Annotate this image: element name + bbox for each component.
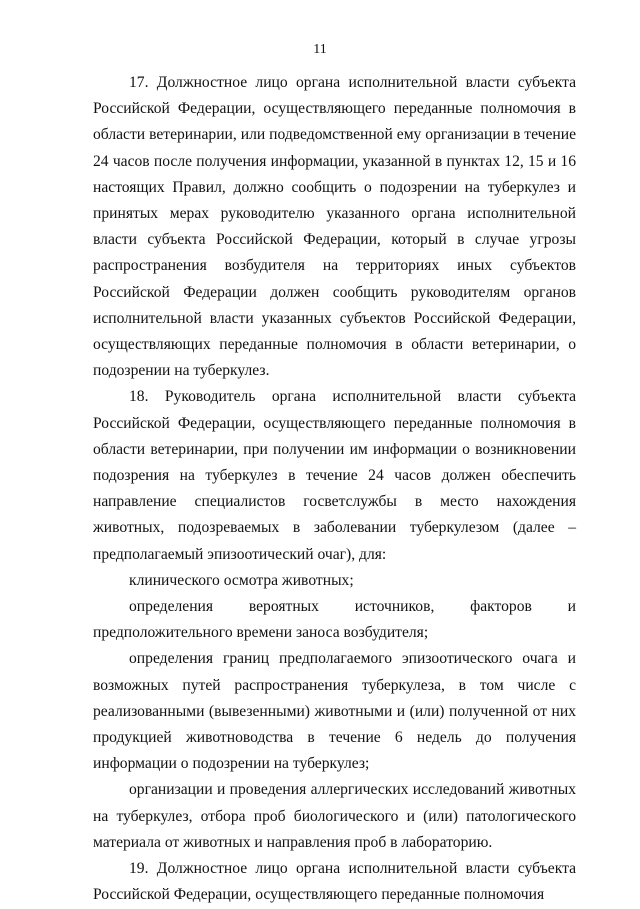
page-number: 11 xyxy=(313,42,327,57)
list-item-sources: определения вероятных источников, факторов и предположительного времени заноса возбудителя; xyxy=(93,598,576,642)
list-item-clinical-exam: клинического осмотра животных; xyxy=(129,571,354,589)
list-item-boundaries: определения границ предполагаемого эпизоотического очага и возможных путей распространения туберкулеза, в том числе с реализованными (вывезенными) животными и (или) полученной от них продукцией животноводства в течение 6 недель до получения информации о подозрении на туберкулез; xyxy=(93,650,576,773)
paragraph-18: 18. Руководитель органа исполнительной власти субъекта Российской Федерации, осуществляющего переданные полномочия в области ветеринарии, при получении им информации о возникновении подозрения на туберкулез в течение 24 часов должен обеспечить направление специалистов госветслужбы в место нахождения животных, подозреваемых в заболевании туберкулезом (далее – предполагаемый эпизоотический очаг), для: xyxy=(93,388,576,563)
document-body xyxy=(93,70,576,909)
list-item-allergic-tests: организации и проведения аллергических исследований животных на туберкулез, отбора проб биологического и (или) патологического материала от животных и направления проб в лабораторию. xyxy=(93,781,576,851)
paragraph-17: 17. Должностное лицо органа исполнительной власти субъекта Российской Федерации, осуществляющего переданные полномочия в области ветеринарии, или подведомственной ему организации в течение 24 часов после получения информации, указанной в пунктах 12, 15 и 16 настоящих Правил, должно сообщить о подозрении на туберкулез и принятых мерах руководителю указанного органа исполнительной власти субъекта Российской Федерации, который в случае угрозы распространения возбудителя на территориях иных субъектов Российской Федерации должен сообщить руководителям органов исполнительной власти указанных субъектов Российской Федерации, осуществляющих переданные полномочия в области ветеринарии, о подозрении на туберкулез. xyxy=(93,74,576,380)
paragraph-19: 19. Должностное лицо органа исполнительной власти субъекта Российской Федерации, осуществляющего переданные полномочия xyxy=(93,860,576,904)
